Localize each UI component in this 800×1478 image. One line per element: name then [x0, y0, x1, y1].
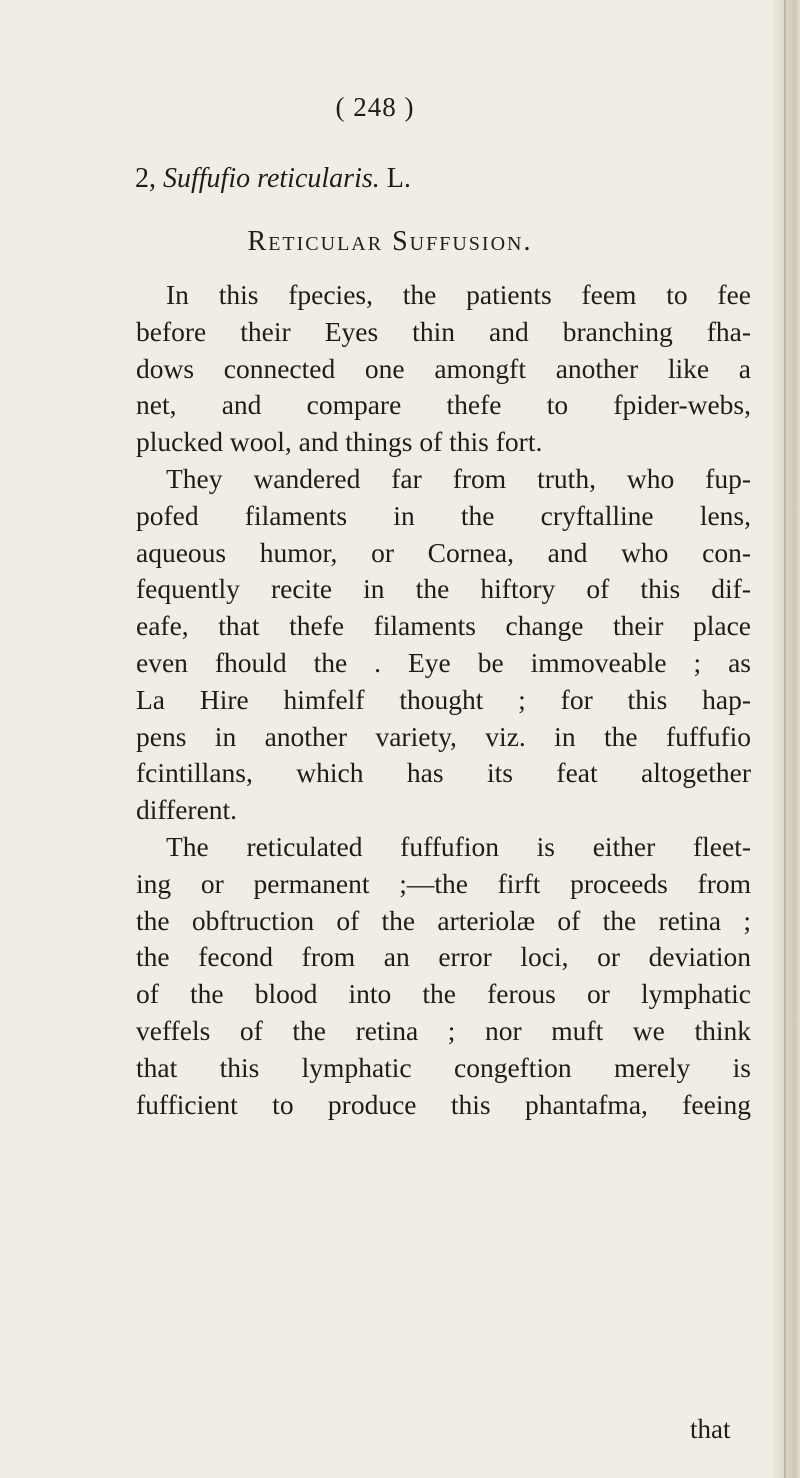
text-line: pens in another variety, viz. in the fuffufio: [136, 720, 751, 752]
catchword: that: [690, 1414, 731, 1444]
text-line: fequently recite in the hiftory of this dif-: [136, 573, 751, 605]
text-line: The reticulated fuffufion is either fleet-: [166, 831, 751, 862]
text-line: veffels of the retina ; nor muft we think: [136, 1014, 751, 1046]
text-line: the fecond from an error loci, or deviation: [136, 941, 751, 973]
entry-author: L.: [386, 163, 411, 194]
text-line: different.: [136, 794, 238, 826]
text-line: net, and compare thefe to fpider-webs,: [136, 389, 751, 421]
text-line: before their Eyes thin and branching fha-: [136, 315, 751, 347]
text-line: In this fpecies, the patients feem to fee: [166, 279, 751, 310]
text-line: plucked wool, and things of this fort.: [136, 426, 543, 458]
paragraph-3: [136, 829, 751, 1123]
text-line: the obftruction of the arteriolæ of the retina ;: [136, 904, 751, 936]
entry-latin-name: Suffufio reticularis.: [163, 163, 380, 194]
text-line: fcintillans, which has its feat altogether: [136, 757, 751, 789]
text-line: of the blood into the ferous or lymphatic: [136, 978, 751, 1010]
page-number: ( 248 ): [335, 92, 415, 122]
text-line: pofed filaments in the cryftalline lens,: [136, 499, 751, 531]
text-line: They wandered far from truth, who fup-: [166, 463, 751, 494]
text-line: fufficient to produce this phantafma, feeing: [136, 1088, 751, 1120]
paragraph-1: [136, 277, 751, 461]
text-line: even fhould the . Eye be immoveable ; as: [136, 646, 751, 678]
text-line: dows connected one amongft another like a: [136, 352, 751, 384]
text-line: eafe, that thefe filaments change their place: [136, 610, 751, 642]
text-line: ing or permanent ;—the firft proceeds from: [136, 867, 751, 899]
text-line: La Hire himfelf thought ; for this hap-: [136, 683, 751, 715]
paragraph-2: [136, 461, 751, 829]
entry-heading: [135, 163, 411, 195]
page-edge: [774, 0, 800, 1478]
entry-number: 2,: [135, 163, 156, 194]
text-line: that this lymphatic congeftion merely is: [136, 1051, 751, 1083]
page-edge-line: [784, 0, 786, 1478]
text-line: aqueous humor, or Cornea, and who con-: [136, 536, 751, 568]
section-title: Reticular Suffusion.: [247, 226, 533, 257]
